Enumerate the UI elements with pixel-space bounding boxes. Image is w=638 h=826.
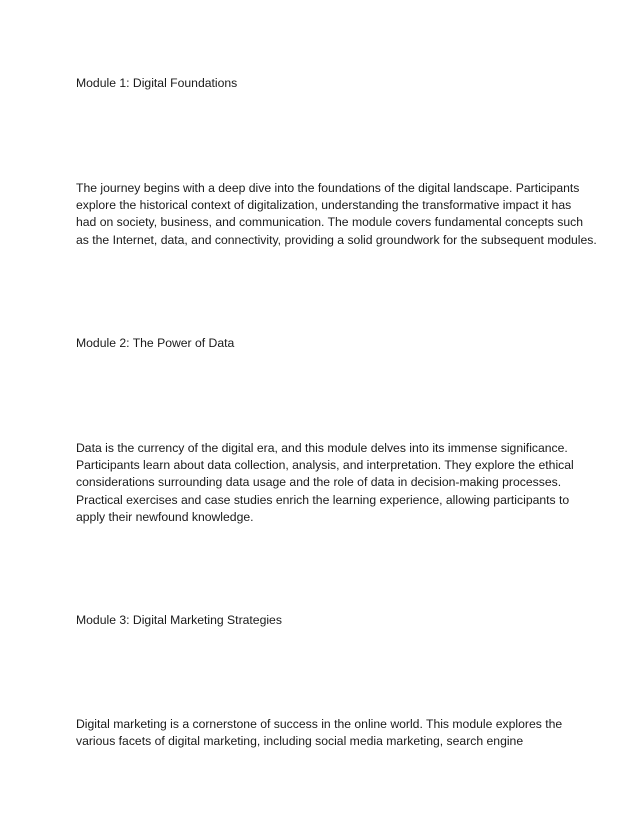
module-3-paragraph (76, 716, 576, 750)
paragraph-line: Participants learn about data collection, analysis, and interpretation. They explore the ethical (76, 458, 574, 473)
paragraph-line: considerations surrounding data usage and the role of data in decision-making processes. (76, 475, 562, 490)
paragraph-line: The journey begins with a deep dive into the foundations of the digital landscape. Participants (76, 181, 580, 195)
paragraph-line: had on society, business, and communication. The module covers fundamental concepts such (76, 215, 583, 230)
paragraph-line: Data is the currency of the digital era, and this module delves into its immense significance. (76, 441, 568, 455)
paragraph-line: as the Internet, data, and connectivity, providing a solid groundwork for the subsequent modules. (76, 232, 597, 247)
paragraph-line: Practical exercises and case studies enrich the learning experience, allowing participants to (76, 492, 570, 507)
module-1-heading: Module 1: Digital Foundations (76, 76, 238, 90)
module-2-heading: Module 2: The Power of Data (76, 336, 235, 350)
paragraph-line: various facets of digital marketing, including social media marketing, search engine (76, 734, 524, 749)
paragraph-line: apply their newfound knowledge. (76, 509, 254, 524)
module-3-heading: Module 3: Digital Marketing Strategies (76, 613, 282, 627)
paragraph-line: explore the historical context of digitalization, understanding the transformative impact it has (76, 198, 572, 213)
paragraph-line: Digital marketing is a cornerstone of success in the online world. This module explores the (76, 717, 563, 731)
module-1-paragraph (76, 180, 597, 249)
module-2-paragraph (76, 440, 576, 526)
